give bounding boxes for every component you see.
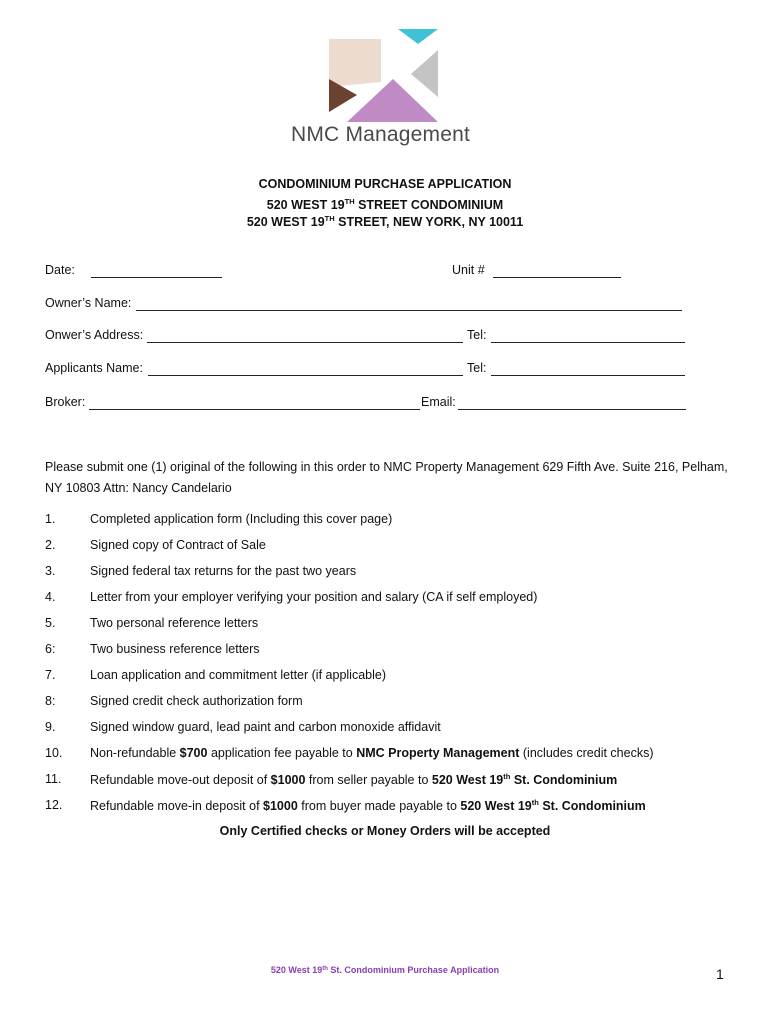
date-label: Date: xyxy=(45,263,75,277)
email-label: Email: xyxy=(421,395,456,409)
email-field[interactable] xyxy=(458,396,686,410)
owner-name-field[interactable] xyxy=(136,297,682,311)
owner-address-field[interactable] xyxy=(147,329,463,343)
applicant-name-field[interactable] xyxy=(148,362,463,376)
logo-brand-text: NMC Management xyxy=(291,123,471,146)
heading-title: CONDOMINIUM PURCHASE APPLICATION xyxy=(258,177,512,191)
owner-address-label: Onwer’s Address: xyxy=(45,328,144,342)
heading-address: 520 WEST 19TH STREET, NEW YORK, NY 10011 xyxy=(246,214,524,229)
unit-field[interactable] xyxy=(493,264,621,278)
applicant-name-label: Applicants Name: xyxy=(45,361,143,375)
payment-notice: Only Certified checks or Money Orders will be accepted xyxy=(219,824,551,838)
owner-tel-label: Tel: xyxy=(467,328,487,342)
applicant-tel-label: Tel: xyxy=(467,361,487,375)
submission-instructions: Please submit one (1) original of the following in this order to NMC Property Management 629 Fifth Ave. Suite 216, Pelham, NY 10803 Attn: Nancy Candelario xyxy=(45,460,728,495)
page-footer: 520 West 19th St. Condominium Purchase Application xyxy=(270,965,500,975)
applicant-tel-field[interactable] xyxy=(491,362,685,376)
unit-label: Unit # xyxy=(452,263,485,277)
broker-label: Broker: xyxy=(45,395,86,409)
owner-tel-field[interactable] xyxy=(491,329,685,343)
nmc-logo xyxy=(291,27,481,152)
document-page: NMC Management CONDOMINIUM PURCHASE APPLICATION 520 WEST 19TH STREET CONDOMINIUM 520 WEST 19TH STREET, NEW YORK, NY 10011 Date: Unit # Owner’s Name: Onwer’s Address: Tel: Applicants Name: Tel: Broker: Email: Please submit one (1) original of the following in this order to NMC Property Management 629 Fifth Ave. Suite 216, Pelham, NY 10803 Attn: Nancy Candelario 1. Completed application form (Including this cover page) 2. Signed copy of Contract of Sale 3. Signed federal tax returns for the past two years 4. Letter from your employer verifying your position and salary (CA if self employed) 5. Two personal reference letters 6: Two business reference letters 7. Loan application and commitment letter (if applicable) 8: Signed credit check authorization form 9. Signed window guard, lead paint and carbon monoxide affidavit 10. Non-refundable $700 application fee payable to NMC Property Management (includes credit checks) 11. Refundable move-out deposit of $1000 from seller payable to 520 West 19th St. Condominium 12. Refundable move-in deposit of $1000 from buyer made payable to 520 West 19th St. Condominium Only Certified checks or Money Orders will be accepted 520 West 19th St. Condominium Purchase Application 1 xyxy=(0,0,770,1024)
logo-mark-icon xyxy=(291,27,481,127)
page-number: 1 xyxy=(716,966,724,982)
heading-building: 520 WEST 19TH STREET CONDOMINIUM xyxy=(266,197,504,212)
date-field[interactable] xyxy=(91,264,222,278)
broker-field[interactable] xyxy=(89,396,420,410)
owner-name-label: Owner’s Name: xyxy=(45,296,132,310)
